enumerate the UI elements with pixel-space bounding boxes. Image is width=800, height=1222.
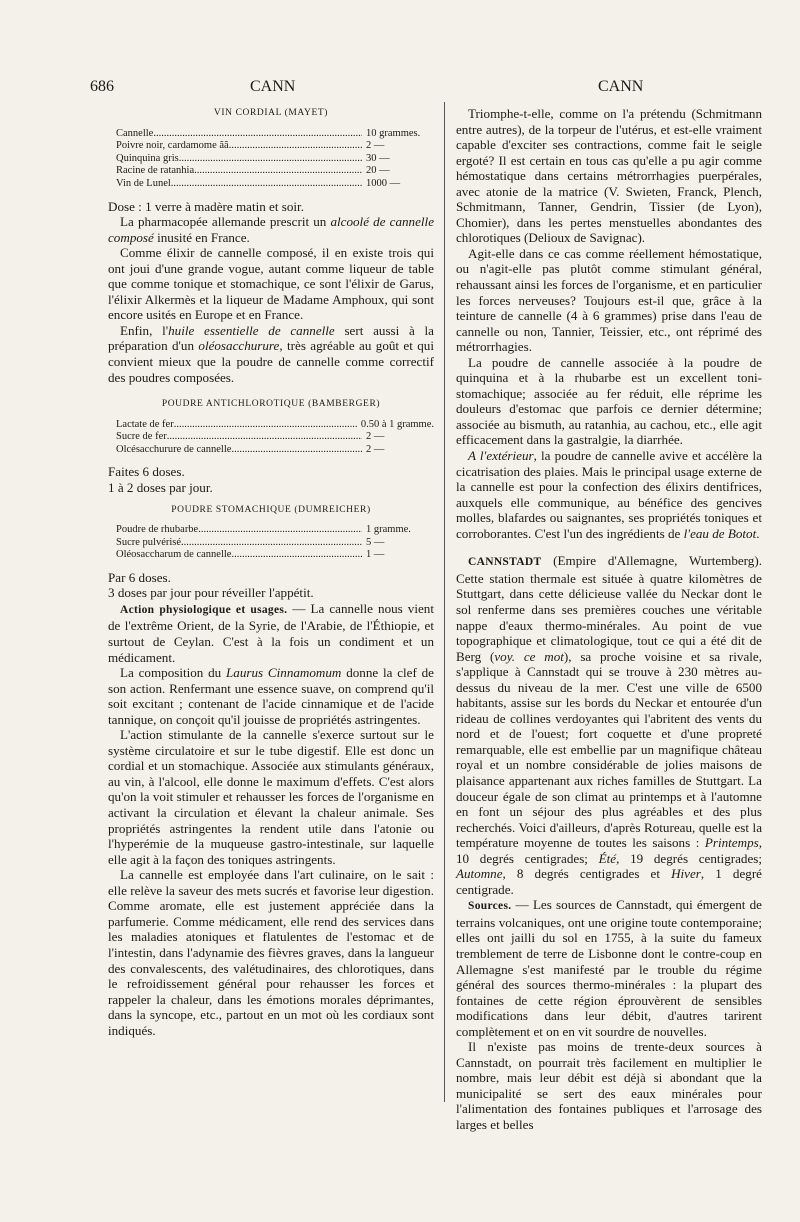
- recipe-table: [116, 524, 434, 562]
- recipe-row: [116, 431, 434, 444]
- ingredient-quantity: 20 —: [366, 165, 390, 177]
- paragraph: La pharmacopée allemande prescrit un alcoolé de cannelle composé inusité en France.: [108, 214, 435, 245]
- dose-line: Faites 6 doses.: [108, 464, 185, 480]
- paragraph: Action physiologique et usages. — La cannelle nous vient de l'extrême Orient, de la Syrie, de l'Arabie, de l'Éthiopie, et surtout de Ceylan. C'est à la fois un condiment et un médicament.: [108, 600, 434, 665]
- recipe-row: [116, 537, 434, 550]
- recipe-title: VIN CORDIAL (MAYET): [213, 108, 329, 118]
- recipe-row: [116, 178, 434, 191]
- page-number: 686: [90, 78, 114, 95]
- running-head-right: CANN: [598, 78, 644, 95]
- recipe-row: [116, 165, 434, 178]
- recipe-row: [116, 549, 434, 562]
- paragraph: Comme élixir de cannelle composé, il en existe trois qui ont joui d'une grande vogue, autant comme liqueur de table que comme tonique et stomachique, ce sont l'élixir de Garus, l'élixir Alkermès et la liqueur de Madame Amphoux, qui sont encore usités en Europe et en France.: [108, 245, 434, 323]
- column-divider: [444, 102, 445, 1102]
- ingredient-quantity: 2 —: [366, 443, 385, 455]
- ingredient-name: Cannelle: [116, 127, 154, 139]
- ingredient-name: Poivre noir, cardamome ãã: [116, 140, 229, 152]
- recipe-title: POUDRE STOMACHIQUE (DUMREICHER): [171, 504, 371, 515]
- section-heading: Sources.: [468, 900, 512, 913]
- paragraph: CANNSTADT (Empire d'Allemagne, Wurtemberg). Cette station thermale est située à quatre kilomètres de Stuttgart, dans cette délicieuse vallée du Neckar dont le sol renferme dans ses premières couches une véritable nappe d'eaux thermo-minérales. Au point de vue topographique et climatologique, tout ce qui a été dit de Berg (voy. ce mot), sa proche voisine et sa rivale, s'applique à Cannstadt qui se trouve à 230 mètres au-dessus du niveau de la mer. C'est une ville de 6500 habitants, assise sur les bords du Neckar et entourée d'un rideau de collines verdoyantes qui l'abritent des vents du nord et de l'ouest; fort coquette et d'une propreté remarquable, elle est embellie par un magnifique château royal et un nombre considérable de jolies maisons de plaisance appartenant aux riches familles de Stuttgart. La douceur égale de son climat au printemps et à l'automne en font un séjour des plus agréables et des plus recherchés. Voici d'ailleurs, d'après Rotureau, quelle est la température moyenne de toutes les saisons : Printemps, 10 degrés centigrades; Été, 19 degrés centigrades; Automne, 8 degrés centigrades et Hiver, 1 degré centigrade.: [456, 553, 762, 897]
- ingredient-name: Lactate de fer: [116, 418, 174, 430]
- recipe-row: [116, 140, 434, 153]
- dose-line: 1 à 2 doses par jour.: [108, 479, 213, 495]
- recipe-title: POUDRE ANTICHLOROTIQUE (BAMBERGER): [161, 399, 381, 410]
- paragraph: Il n'existe pas moins de trente-deux sources à Cannstadt, on pourrait très facilement en multiplier le nombre, mais leur débit est déjà si abondant que la municipalité se sert des eaux minérales pour l'alimentation des fontaines publiques et l'arrosage des larges et belles: [456, 1039, 762, 1132]
- dose-line: 3 doses par jour pour réveiller l'appétit.: [108, 585, 314, 601]
- ingredient-name: Quinquina gris: [116, 152, 179, 164]
- recipe-table: [116, 419, 434, 457]
- ingredient-quantity: 2 —: [366, 140, 385, 152]
- ingredient-quantity: 1000 —: [366, 177, 401, 189]
- recipe-row: [116, 524, 434, 537]
- recipe-row: [116, 419, 434, 432]
- ingredient-name: Vin de Lunel: [116, 177, 171, 189]
- ingredient-quantity: 0.50 à 1 gramme.: [360, 418, 434, 430]
- paragraph: La poudre de cannelle associée à la poudre de quinquina et à la rhubarbe est un excellent toni-stomachique; associée au fer réduit, elle réprime les douleurs d'estomac que parfois ce dernier détermine; associée au bismuth, au ratanhia, au cachou, etc., elle agit efficacement dans la gastralgie, la diarrhée.: [456, 354, 762, 448]
- recipe-row: [116, 128, 434, 141]
- paragraph: Agit-elle dans ce cas comme réellement hémostatique, ou n'agit-elle pas plutôt comme stimulant général, rehaussant ainsi les forces de l'organisme, et en particulier les forces nerveuses? Toujours est-il que, grâce à la teinture de cannelle (4 à 6 grammes) prise dans l'eau de cannelle ou non, Tannier, Teissier, etc., ont réprimé des métrorrhagies.: [456, 245, 762, 355]
- right-column: [456, 106, 762, 1133]
- paragraph: La composition du Laurus Cinnamomum donne la clef de son action. Renfermant une essence suave, on comprend qu'il soit excitant ; contenant de l'acide cinnamique et de l'acide tannique, on conçoit qu'il jouisse de propriétés astringentes.: [108, 665, 434, 727]
- dose-line: Dose : 1 verre à madère matin et soir.: [108, 198, 304, 214]
- recipe-row: [116, 153, 434, 166]
- paragraph: A l'extérieur, la poudre de cannelle avive et accélère la cicatrisation des plaies. Mais le principal usage externe de la cannelle est pour la confection des élixirs dentifrices, auxquels elle communique, au bénéfice des gencives molles, blafardes ou saignantes, ses propriétés toniques et corroborantes. C'est l'un des ingrédients de l'eau de Botot.: [456, 448, 763, 541]
- recipe-row: [116, 444, 434, 457]
- ingredient-name: Olcésacchurure de cannelle: [116, 443, 232, 455]
- ingredient-name: Racine de ratanhia: [116, 165, 195, 177]
- ingredient-quantity: 10 grammes.: [366, 127, 421, 139]
- section-heading: Action physiologique et usages.: [120, 603, 288, 616]
- ingredient-quantity: 1 gramme.: [366, 524, 411, 536]
- entry-heading: CANNSTADT: [468, 556, 542, 569]
- paragraph: Enfin, l'huile essentielle de cannelle sert aussi à la préparation d'un oléosacchurure, très agréable au goût et qui convient mieux que la poudre de cannelle comme correctif des poudres composées.: [108, 322, 434, 385]
- ingredient-quantity: 30 —: [366, 152, 390, 164]
- paragraph: L'action stimulante de la cannelle s'exerce surtout sur le système circulatoire et sur le tube digestif. Elle est donc un cordial et un stomachique. Associée aux stimulants généraux, au vin, à l'alcool, elle donne le maximum d'effets. C'est alors qu'on la voit stimuler et rehausser les forces de l'organisme en activant la circulation et élevant la chaleur animale. Ses propriétés astringentes la rendent utile dans l'atonie ou l'hyperémie de la muqueuse gastro-intestinale, sur laquelle elle agit à la façon des toniques astringents.: [108, 727, 434, 867]
- paragraph: La cannelle est employée dans l'art culinaire, on le sait : elle relève la saveur des mets sucrés et favorise leur digestion. Comme aromate, elle est justement appréciée dans la parfumerie. Comme médicament, elle rend des services dans les maladies atoniques et flatulentes de l'estomac et de l'intestin, dans l'adynamie des fièvres graves, dans la langueur des convalescents, des valétudinaires, des chlorotiques, dans le refroidissement général pour rehausser les forces et rappeler la chaleur, dans les émotions morales déprimantes, dans la syncope, etc., partout en un mot où les cordiaux sont indiqués.: [108, 867, 434, 1038]
- ingredient-name: Poudre de rhubarbe: [116, 524, 199, 536]
- ingredient-name: Sucre pulvérisé: [116, 536, 182, 548]
- dose-line: Par 6 doses.: [108, 569, 171, 585]
- page-header: [90, 78, 762, 98]
- ingredient-name: Oléosaccharum de cannelle: [116, 549, 232, 561]
- paragraph: Sources. — Les sources de Cannstadt, qui émergent de terrains volcaniques, ont une origine toute contemporaine; elles ont jailli du sol en 1755, à la suite du fameux tremblement de terre de Lisbonne dont le contre-coup en Allemagne s'est manifesté par le trouble du régime général des sources thermo-minérales : la plupart des fontaines de cette région éprouvèrent de sensibles modifications dans leur débit, d'autres tarirent complètement et on en vit sourdre de nouvelles.: [456, 897, 762, 1039]
- running-head-left: CANN: [250, 78, 296, 95]
- ingredient-quantity: 5 —: [366, 536, 385, 548]
- ingredient-name: Sucre de fer: [116, 431, 167, 443]
- recipe-table: [116, 128, 434, 191]
- left-column: [108, 106, 434, 1038]
- ingredient-quantity: 2 —: [366, 431, 385, 443]
- paragraph: Triomphe-t-elle, comme on l'a prétendu (Schmitmann entre autres), de la torpeur de l'utérus, et est-elle vraiment capable d'exciter ses contractions, comme fait le seigle ergoté? Il est certain en tous cas qu'elle a pu agir comme hémostatique dans certains métrorrhagies puerpérales, avec atonie de la matrice (V. Swieten, Franck, Plench, Schmitmann, Tanner, Gendrin, Tissier (de Lyon), Chomier), dans les pertes menstuelles abondantes des chlorotiques (Delioux de Savignac).: [456, 106, 762, 246]
- ingredient-quantity: 1 —: [366, 549, 385, 561]
